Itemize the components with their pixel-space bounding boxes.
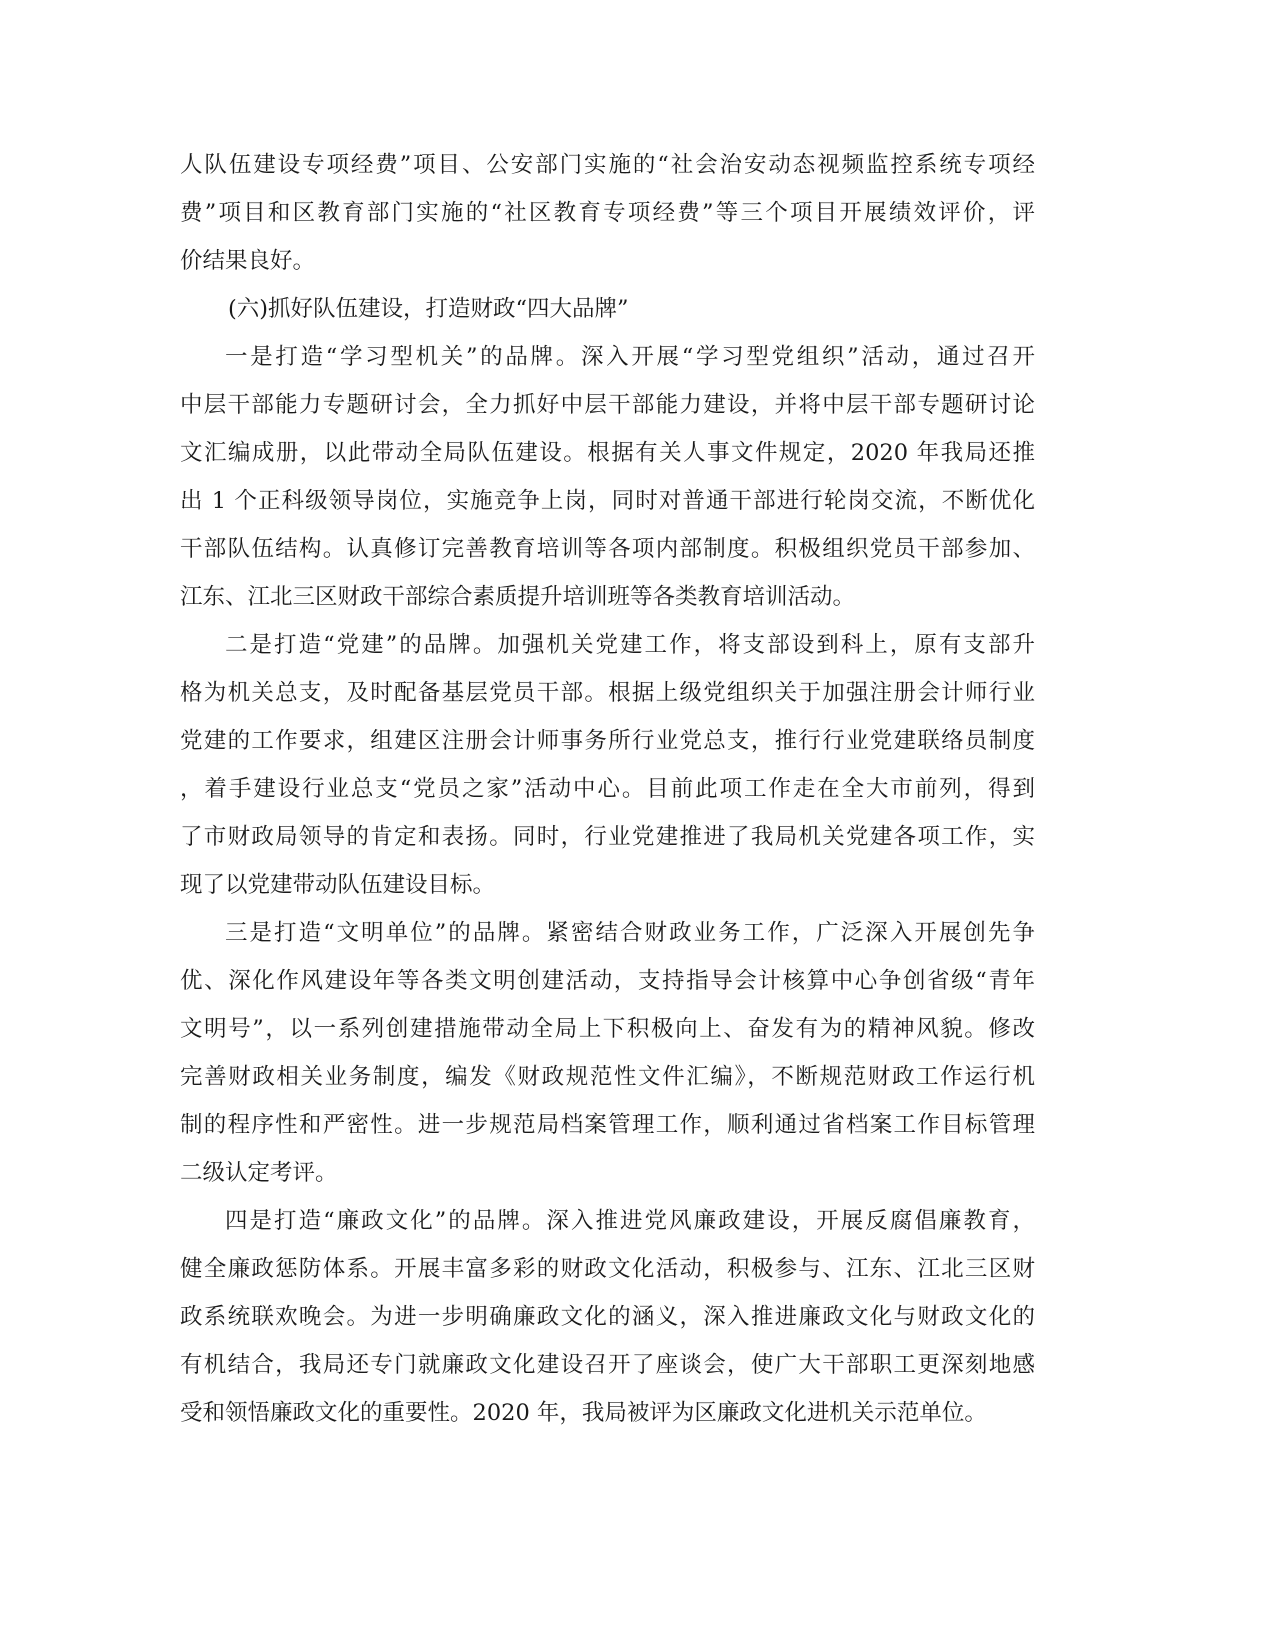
text-line: 有机结合，我局还专门就廉政文化建设召开了座谈会，使广大干部职工更深刻地感: [180, 1352, 1035, 1378]
text-line: 中层干部能力专题研讨会，全力抓好中层干部能力建设，并将中层干部专题研讨论: [180, 392, 1035, 418]
text-line: 二级认定考评。: [180, 1160, 338, 1186]
text-line: 现了以党建带动队伍建设目标。: [180, 872, 496, 898]
text-line: 党建的工作要求，组建区注册会计师事务所行业党总支，推行行业党建联络员制度: [180, 728, 1035, 754]
text-line: 费”项目和区教育部门实施的“社区教育专项经费”等三个项目开展绩效评价，评: [180, 200, 1035, 226]
section-heading: (六)抓好队伍建设，打造财政“四大品牌”: [228, 296, 629, 322]
paragraph-first-line: 一是打造“学习型机关”的品牌。深入开展“学习型党组织”活动，通过召开: [225, 344, 1035, 370]
text-line: 江东、江北三区财政干部综合素质提升培训班等各类教育培训活动。: [180, 584, 856, 610]
text-line: 文明号”，以一系列创建措施带动全局上下积极向上、奋发有为的精神风貌。修改: [180, 1016, 1035, 1042]
text-line: 健全廉政惩防体系。开展丰富多彩的财政文化活动，积极参与、江东、江北三区财: [180, 1256, 1035, 1282]
text-line: 格为机关总支，及时配备基层党员干部。根据上级党组织关于加强注册会计师行业: [180, 680, 1035, 706]
text-line: 制的程序性和严密性。进一步规范局档案管理工作，顺利通过省档案工作目标管理: [180, 1112, 1035, 1138]
text-line: 价结果良好。: [180, 248, 316, 274]
paragraph-first-line: 三是打造“文明单位”的品牌。紧密结合财政业务工作，广泛深入开展创先争: [225, 920, 1035, 946]
text-line: ，着手建设行业总支“党员之家”活动中心。目前此项工作走在全大市前列，得到: [180, 776, 1035, 802]
text-line: 干部队伍结构。认真修订完善教育培训等各项内部制度。积极组织党员干部参加、: [180, 536, 1035, 562]
text-line: 出 1 个正科级领导岗位，实施竞争上岗，同时对普通干部进行轮岗交流，不断优化: [180, 488, 1035, 514]
text-line: 政系统联欢晚会。为进一步明确廉政文化的涵义，深入推进廉政文化与财政文化的: [180, 1304, 1035, 1330]
paragraph-first-line: 二是打造“党建”的品牌。加强机关党建工作，将支部设到科上，原有支部升: [225, 632, 1035, 658]
text-line: 优、深化作风建设年等各类文明创建活动，支持指导会计核算中心争创省级“青年: [180, 968, 1035, 994]
text-line: 完善财政相关业务制度，编发《财政规范性文件汇编》，不断规范财政工作运行机: [180, 1064, 1035, 1090]
text-line: 文汇编成册，以此带动全局队伍建设。根据有关人事文件规定，2020 年我局还推: [180, 440, 1035, 466]
paragraph-first-line: 四是打造“廉政文化”的品牌。深入推进党风廉政建设，开展反腐倡廉教育，: [225, 1208, 1035, 1234]
text-line: 受和领悟廉政文化的重要性。2020 年，我局被评为区廉政文化进机关示范单位。: [180, 1400, 987, 1426]
text-line: 人队伍建设专项经费”项目、公安部门实施的“社会治安动态视频监控系统专项经: [180, 152, 1035, 178]
text-line: 了市财政局领导的肯定和表扬。同时，行业党建推进了我局机关党建各项工作，实: [180, 824, 1035, 850]
